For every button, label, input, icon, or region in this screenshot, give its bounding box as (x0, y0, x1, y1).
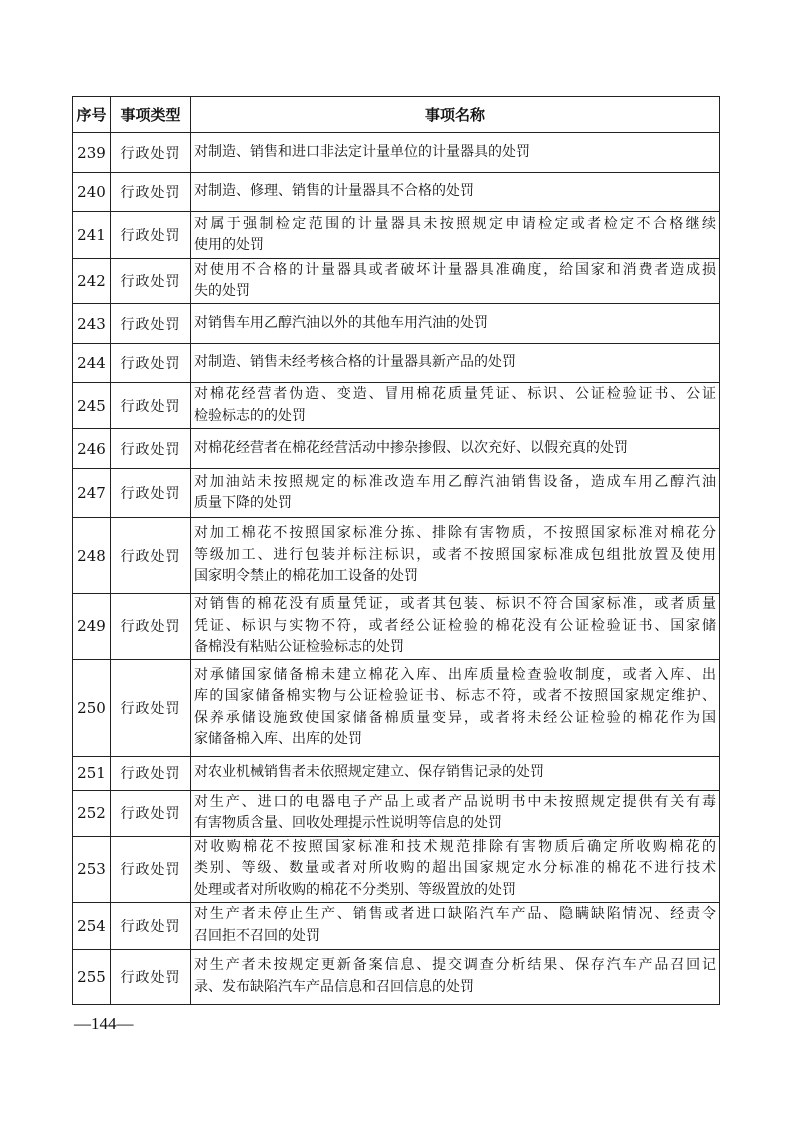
item-type: 行政处罚 (111, 756, 191, 790)
header-item-type: 事项类型 (111, 97, 191, 133)
item-name-line: 对加油站未按照规定的标准改造车用乙醇汽油销售设备，造成车用乙醇汽油 (194, 473, 716, 490)
table-row (73, 594, 720, 660)
item-name-line: 备棉没有粘贴公证检验标志的处罚 (194, 639, 404, 655)
serial-number: 242 (73, 259, 111, 304)
serial-number: 250 (73, 659, 111, 756)
item-type: 行政处罚 (111, 836, 191, 902)
item-type: 行政处罚 (111, 383, 191, 429)
item-name (191, 469, 720, 518)
table-row (73, 344, 720, 383)
item-name (191, 836, 720, 902)
item-name-line: 对生产、进口的电器电子产品上或者产品说明书中未按照规定提供有关有毒 (194, 793, 716, 810)
item-name (191, 259, 720, 304)
table-row (73, 304, 720, 344)
table-row (73, 836, 720, 902)
item-name-line: 保养承储设施致使国家储备棉质量变异，或者将未经公证检验的棉花作为国 (194, 709, 716, 726)
item-type: 行政处罚 (111, 469, 191, 518)
item-name-line: 录、发布缺陷汽车产品信息和召回信息的处罚 (194, 978, 474, 995)
item-type: 行政处罚 (111, 949, 191, 1004)
item-name (191, 756, 720, 790)
item-type: 行政处罚 (111, 790, 191, 836)
item-name-line: 使用的处罚 (194, 237, 264, 253)
item-type: 行政处罚 (111, 659, 191, 756)
table-row (73, 133, 720, 173)
table-row (73, 518, 720, 594)
page-number: —144— (74, 1014, 134, 1033)
item-name-line: 处理或者对所收购的棉花不分类别、等级置放的处罚 (194, 881, 516, 898)
item-name-line: 对制造、修理、销售的计量器具不合格的处罚 (194, 183, 474, 200)
serial-number: 244 (73, 344, 111, 383)
item-type: 行政处罚 (111, 429, 191, 469)
item-type: 行政处罚 (111, 259, 191, 304)
item-type: 行政处罚 (111, 173, 191, 212)
penalty-items-table (72, 96, 720, 1005)
item-name-line: 对农业机械销售者未依照规定建立、保存销售记录的处罚 (194, 764, 544, 781)
item-type: 行政处罚 (111, 902, 191, 949)
item-name-line: 召回拒不召回的处罚 (194, 927, 320, 944)
table-row (73, 949, 720, 1004)
item-type: 行政处罚 (111, 133, 191, 173)
table-body (73, 133, 720, 1005)
item-name (191, 133, 720, 173)
item-name-line: 有害物质含量、回收处理提示性说明等信息的处罚 (194, 815, 502, 831)
item-name (191, 304, 720, 344)
header-item-name: 事项名称 (191, 97, 720, 133)
serial-number: 253 (73, 836, 111, 902)
serial-number: 243 (73, 304, 111, 344)
item-type: 行政处罚 (111, 344, 191, 383)
serial-number: 254 (73, 902, 111, 949)
item-name-line: 家储备棉入库、出库的处罚 (194, 731, 362, 747)
item-name (191, 949, 720, 1004)
serial-number: 249 (73, 594, 111, 660)
serial-number: 241 (73, 212, 111, 259)
table-row (73, 659, 720, 756)
item-name-line: 库的国家储备棉实物与公证检验证书、标志不符，或者不按照国家规定维护、 (194, 688, 716, 704)
table-row (73, 259, 720, 304)
serial-number: 252 (73, 790, 111, 836)
table-row (73, 756, 720, 790)
table-header-row (73, 97, 720, 133)
item-name (191, 659, 720, 756)
item-name-line: 对使用不合格的计量器具或者破坏计量器具准确度，给国家和消费者造成损 (194, 261, 716, 278)
item-name-line: 失的处罚 (194, 283, 250, 299)
item-name (191, 212, 720, 259)
item-name-line: 对属于强制检定范围的计量器具未按照规定申请检定或者检定不合格继续 (194, 215, 716, 232)
item-name (191, 344, 720, 383)
item-name (191, 518, 720, 594)
item-name-line: 质量下降的处罚 (194, 495, 292, 511)
item-type: 行政处罚 (111, 518, 191, 594)
table-row (73, 383, 720, 429)
table-row (73, 790, 720, 836)
serial-number: 248 (73, 518, 111, 594)
item-name-line: 国家明令禁止的棉花加工设备的处罚 (194, 568, 418, 585)
serial-number: 245 (73, 383, 111, 429)
serial-number: 251 (73, 756, 111, 790)
item-name-line: 检验标志的的处罚 (194, 407, 306, 424)
item-name (191, 594, 720, 660)
item-name-line: 对收购棉花不按照国家标准和技术规范排除有害物质后确定所收购棉花的 (194, 838, 716, 855)
item-type: 行政处罚 (111, 594, 191, 660)
table-row (73, 902, 720, 949)
table-row (73, 469, 720, 518)
table-row (73, 173, 720, 212)
item-name-line: 凭证、标识与实物不符，或者经公证检验的棉花没有公证检验证书、国家储 (194, 617, 716, 634)
item-type: 行政处罚 (111, 304, 191, 344)
serial-number: 239 (73, 133, 111, 173)
serial-number: 255 (73, 949, 111, 1004)
serial-number: 246 (73, 429, 111, 469)
item-name-line: 类别、等级、数量或者对所收购的超出国家规定水分标准的棉花不进行技术 (194, 860, 716, 877)
serial-number: 247 (73, 469, 111, 518)
item-name-line: 对棉花经营者伪造、变造、冒用棉花质量凭证、标识、公证检验证书、公证 (194, 386, 716, 402)
item-name-line: 对棉花经营者在棉花经营活动中掺杂掺假、以次充好、以假充真的处罚 (194, 439, 628, 456)
item-name (191, 790, 720, 836)
item-type: 行政处罚 (111, 212, 191, 259)
table-row (73, 429, 720, 469)
item-name-line: 对生产者未按规定更新备案信息、提交调查分析结果、保存汽车产品召回记 (194, 957, 716, 973)
item-name-line: 对生产者未停止生产、销售或者进口缺陷汽车产品、隐瞒缺陷情况、经责令 (194, 906, 716, 922)
item-name (191, 902, 720, 949)
item-name-line: 对制造、销售未经考核合格的计量器具新产品的处罚 (194, 354, 516, 371)
item-name (191, 429, 720, 469)
item-name-line: 对销售车用乙醇汽油以外的其他车用汽油的处罚 (194, 314, 488, 331)
header-serial-number: 序号 (73, 97, 111, 133)
table-row (73, 212, 720, 259)
serial-number: 240 (73, 173, 111, 212)
item-name-line: 等级加工、进行包装并标注标识，或者不按照国家标准成包组批放置及使用 (194, 546, 716, 563)
item-name (191, 173, 720, 212)
item-name-line: 对制造、销售和进口非法定计量单位的计量器具的处罚 (194, 143, 530, 160)
item-name-line: 对承储国家储备棉未建立棉花入库、出库质量检查验收制度，或者入库、出 (194, 666, 716, 683)
item-name-line: 对销售的棉花没有质量凭证，或者其包装、标识不符合国家标准，或者质量 (194, 596, 716, 612)
item-name (191, 383, 720, 429)
item-name-line: 对加工棉花不按照国家标准分拣、排除有害物质，不按照国家标准对棉花分 (194, 525, 716, 542)
